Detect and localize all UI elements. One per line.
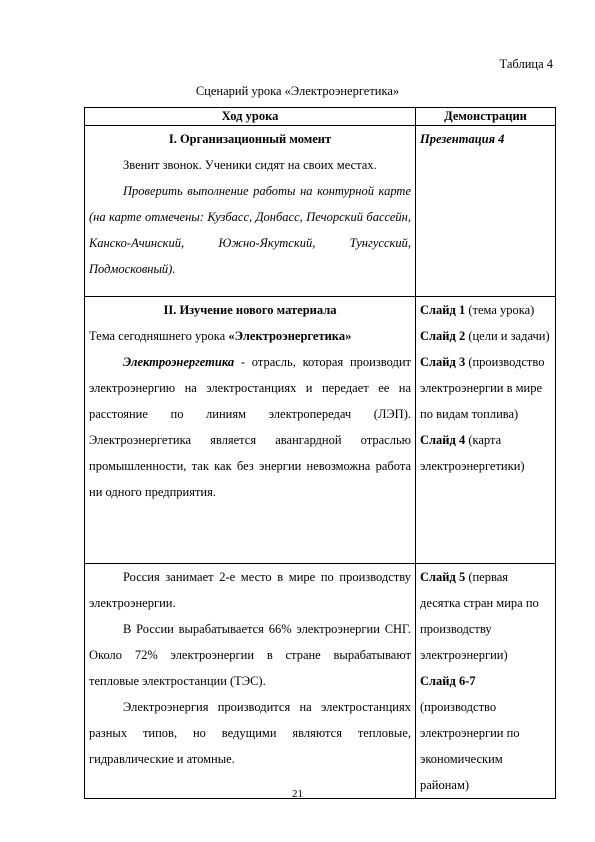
table-row — [85, 297, 556, 564]
slide-ref — [420, 564, 551, 668]
slide-desc: (производство электроэнергии в мире по видам топлива) — [420, 355, 545, 421]
slide-desc: (тема урока) — [465, 303, 535, 317]
topic-prefix: Тема сегодняшнего урока — [89, 329, 229, 343]
slide-label: Слайд 2 — [420, 329, 466, 343]
paragraph: Электроэнергия производится на электростанциях разных типов, но ведущими являются тепловые, гидравлические и атомные. — [89, 700, 411, 766]
slide-ref — [420, 668, 551, 798]
slide-ref — [420, 349, 551, 427]
slide-desc: (карта электроэнергетики) — [420, 433, 525, 473]
paragraph: В России вырабатывается 66% электроэнергии СНГ. Около 72% электроэнергии в стране вырабатывают тепловые электростанции (ТЭС). — [89, 622, 411, 688]
slide-ref — [420, 323, 551, 349]
table-row — [85, 126, 556, 297]
term: Электроэнергетика — [123, 355, 235, 369]
section-heading: I. Организационный момент — [168, 132, 332, 146]
slide-desc: (цели и задачи) — [465, 329, 550, 343]
presentation-label: Презентация 4 — [420, 132, 505, 146]
table-row — [85, 564, 556, 799]
table-caption: Сценарий урока «Электроэнергетика» — [195, 84, 400, 98]
demo-cell — [416, 126, 556, 297]
paragraph: Россия занимает 2-е место в мире по производству электроэнергии. — [89, 570, 411, 610]
lesson-scenario-table — [84, 107, 556, 799]
lesson-topic — [89, 323, 411, 349]
table-number-label: Таблица 4 — [499, 57, 553, 71]
section-heading: II. Изучение нового материала — [163, 303, 337, 317]
topic-name: «Электроэнергетика» — [228, 329, 352, 343]
lesson-cell-organizational — [85, 126, 416, 297]
slide-ref — [420, 297, 551, 323]
definition: - отрасль, которая производит электроэнергию на электростанциях и передает ее на расстояние по линиям электропередач (ЛЭП). Электроэнергетика является авангардной отраслью промышленности, так как без энергии невозможна работа ни одного предприятия. — [89, 355, 411, 499]
paragraph: Звенит звонок. Ученики сидят на своих местах. — [123, 158, 377, 172]
table-header-row — [85, 108, 556, 126]
page-number: 21 — [292, 788, 303, 800]
slide-desc: (производство электроэнергии по экономическим районам) — [420, 700, 520, 792]
lesson-cell-new-material — [85, 297, 416, 564]
slide-label: Слайд 4 — [420, 433, 466, 447]
slide-label: Слайд 6-7 — [420, 674, 476, 688]
demo-cell — [416, 564, 556, 799]
slide-label: Слайд 5 — [420, 570, 466, 584]
paragraph: Проверить выполнение работы на контурной карте (на карте отмечены: Кузбасс, Донбасс, Печорский бассейн, Канско-Ачинский, Южно-Якутский, Тунгусский, Подмосковный). — [89, 184, 411, 276]
slide-ref — [420, 427, 551, 479]
demo-cell — [416, 297, 556, 564]
slide-label: Слайд 1 — [420, 303, 466, 317]
slide-desc: (первая десятка стран мира по производству электроэнергии) — [420, 570, 539, 662]
slide-label: Слайд 3 — [420, 355, 466, 369]
header-lesson-progress: Ход урока — [85, 108, 416, 126]
paragraph — [89, 349, 411, 505]
header-demonstrations: Демонстрации — [416, 108, 556, 126]
lesson-cell-facts — [85, 564, 416, 799]
